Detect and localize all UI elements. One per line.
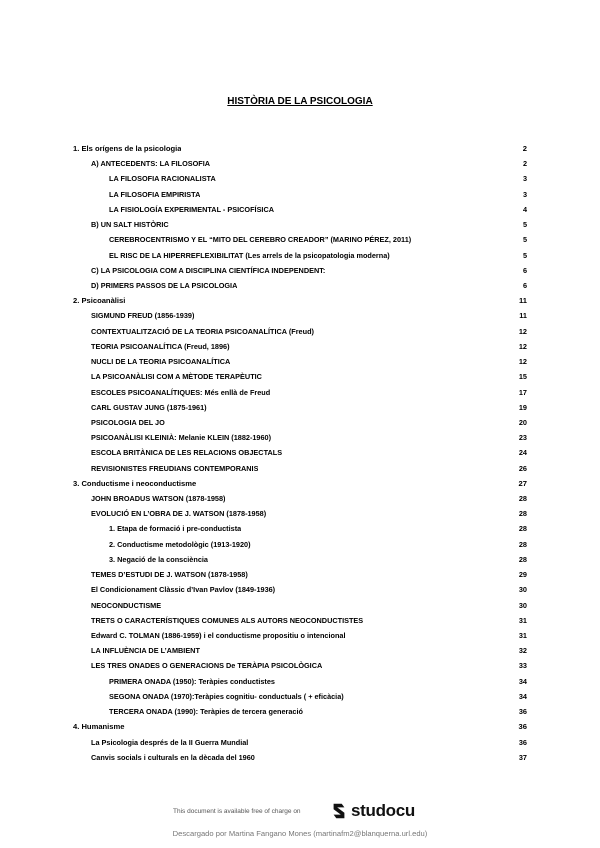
toc-entry-page: 29: [518, 570, 527, 580]
toc-entry[interactable]: [0, 491, 600, 506]
toc-entry-text: EVOLUCIÓ EN L’OBRA DE J. WATSON (1878-1958): [91, 509, 267, 519]
toc-entry-page: 27: [518, 478, 527, 488]
toc-entry[interactable]: [0, 415, 600, 430]
toc-entry-page: 30: [518, 585, 527, 595]
toc-entry[interactable]: [0, 658, 600, 673]
toc-entry[interactable]: [0, 476, 600, 491]
footer-availability-text: This document is available free of charge on: [173, 808, 301, 815]
toc-entry-page: 3: [522, 174, 527, 184]
toc-entry-text: SIGMUND FREUD (1856-1939): [91, 311, 195, 321]
toc-entry-page: 34: [518, 676, 527, 686]
toc-entry-page: 28: [518, 524, 527, 534]
toc-entry[interactable]: [0, 324, 600, 339]
toc-entry[interactable]: [0, 232, 600, 247]
toc-entry-page: 12: [518, 341, 527, 351]
toc-entry-page: 24: [518, 448, 527, 458]
toc-entry[interactable]: [0, 354, 600, 369]
toc-entry-text: 3. Conductisme i neoconductisme: [73, 478, 197, 488]
toc-entry-text: PSICOANÀLISI KLEINIÀ: Melanie KLEIN (1882-1960): [91, 433, 272, 443]
toc-entry-text: CARL GUSTAV JUNG (1875-1961): [91, 402, 207, 412]
toc-entry-text: TEMES D’ESTUDI DE J. WATSON (1878-1958): [91, 570, 248, 580]
toc-entry-text: CONTEXTUALITZACIÓ DE LA TEORIA PSICOANALÍTICA (Freud): [91, 326, 314, 336]
toc-entry-text: PRIMERA ONADA (1950): Teràpies conductistes: [109, 676, 275, 686]
toc-entry-text: D) PRIMERS PASSOS DE LA PSICOLOGIA: [91, 280, 238, 290]
toc-entry[interactable]: [0, 643, 600, 658]
toc-entry-text: LA INFLUÈNCIA DE L’AMBIENT: [91, 646, 200, 656]
toc-entry-text: SEGONA ONADA (1970):Teràpies cognitiu- conductuals ( + eficàcia): [109, 691, 344, 701]
toc-entry[interactable]: [0, 461, 600, 476]
toc-entry-text: 4. Humanisme: [73, 722, 125, 732]
toc-entry-text: REVISIONISTES FREUDIANS CONTEMPORANIS: [91, 463, 259, 473]
toc-entry-text: NEOCONDUCTISME: [91, 600, 162, 610]
toc-entry-page: 23: [518, 433, 527, 443]
toc-entry[interactable]: [0, 537, 600, 552]
footer-download-info: Descargado por Martina Fangano Mones (martinafm2@blanquerna.url.edu): [172, 829, 428, 838]
toc-entry-page: 15: [518, 372, 527, 382]
toc-entry[interactable]: [0, 187, 600, 202]
toc-entry-page: 2: [522, 159, 527, 169]
toc-entry-text: ESCOLA BRITÀNICA DE LES RELACIONS OBJECTALS: [91, 448, 283, 458]
toc-entry[interactable]: [0, 339, 600, 354]
toc-entry[interactable]: [0, 445, 600, 460]
toc-entry[interactable]: [0, 248, 600, 263]
toc-entry[interactable]: [0, 521, 600, 536]
toc-entry[interactable]: [0, 202, 600, 217]
toc-entry-text: LA FILOSOFIA RACIONALISTA: [109, 174, 216, 184]
toc-entry-page: 11: [518, 296, 527, 306]
toc-entry-text: LA PSICOANÀLISI COM A MÈTODE TERAPÈUTIC: [91, 372, 262, 382]
toc-entry[interactable]: [0, 704, 600, 719]
toc-entry[interactable]: [0, 582, 600, 597]
toc-entry-page: 32: [518, 646, 527, 656]
toc-entry-page: 20: [518, 417, 527, 427]
toc-entry-page: 37: [518, 752, 527, 762]
toc-entry[interactable]: [0, 628, 600, 643]
toc-entry[interactable]: [0, 263, 600, 278]
toc-entry-page: 26: [518, 463, 527, 473]
toc-entry-text: LA FILOSOFIA EMPIRISTA: [109, 189, 201, 199]
toc-entry[interactable]: [0, 598, 600, 613]
studocu-logo-icon: [330, 802, 348, 820]
toc-entry[interactable]: [0, 217, 600, 232]
toc-entry-text: JOHN BROADUS WATSON (1878-1958): [91, 494, 226, 504]
toc-entry[interactable]: [0, 735, 600, 750]
toc-entry[interactable]: [0, 719, 600, 734]
toc-entry[interactable]: [0, 689, 600, 704]
document-title: HISTÒRIA DE LA PSICOLOGIA: [227, 96, 373, 107]
toc-entry-text: LA FISIOLOGÍA EXPERIMENTAL - PSICOFÍSICA: [109, 204, 274, 214]
toc-entry-page: 36: [518, 722, 527, 732]
toc-entry[interactable]: [0, 567, 600, 582]
studocu-logo-text: studocu: [351, 801, 416, 820]
toc-entry-page: 36: [518, 707, 527, 717]
toc-entry[interactable]: [0, 385, 600, 400]
toc-entry-page: 2: [522, 144, 527, 153]
toc-entry-text: ESCOLES PSICOANALÍTIQUES: Més enllà de Freud: [91, 387, 271, 397]
toc-entry[interactable]: [0, 308, 600, 323]
toc-entry-text: C) LA PSICOLOGIA COM A DISCIPLINA CIENTÍFICA INDEPENDENT:: [91, 265, 326, 275]
toc-entry-text: 2. Psicoanàlisi: [73, 296, 126, 306]
toc-entry[interactable]: [0, 278, 600, 293]
toc-entry-page: 31: [518, 615, 527, 625]
toc-entry[interactable]: [0, 400, 600, 415]
toc-entry-text: El Condicionament Clàssic d’Ivan Pavlov (1849-1936): [91, 585, 276, 595]
toc-entry-page: 3: [522, 189, 527, 199]
toc-entry[interactable]: [0, 552, 600, 567]
toc-entry-page: 36: [518, 737, 527, 747]
toc-entry[interactable]: [0, 750, 600, 765]
toc-entry[interactable]: [0, 156, 600, 171]
toc-entry-text: PSICOLOGIA DEL JO: [91, 417, 165, 427]
toc-entry-page: 5: [522, 250, 527, 260]
toc-entry-text: 2. Conductisme metodològic (1913-1920): [109, 539, 251, 549]
toc-entry-page: 31: [518, 631, 527, 640]
toc-entry-page: 19: [518, 402, 527, 412]
toc-entry-page: 28: [518, 554, 527, 564]
toc-entry[interactable]: [0, 674, 600, 689]
toc-entry-text: A) ANTECEDENTS: LA FILOSOFIA: [91, 159, 211, 169]
toc-entry-page: 34: [518, 691, 527, 701]
toc-entry-text: TEORIA PSICOANALÍTICA (Freud, 1896): [91, 341, 230, 351]
toc-entry-text: 1. Etapa de formació i pre-conductista: [109, 524, 242, 534]
toc-entry-text: LES TRES ONADES O GENERACIONS De TERÀPIA PSICOLÒGICA: [91, 661, 323, 671]
toc-entry-page: 28: [518, 509, 527, 519]
toc-entry-page: 5: [522, 235, 527, 245]
toc-entry-page: 30: [518, 600, 527, 610]
toc-entry-page: 11: [519, 311, 527, 321]
toc-entry-page: 6: [522, 265, 527, 275]
toc-entry[interactable]: [0, 369, 600, 384]
toc-entry[interactable]: [0, 293, 600, 308]
table-of-contents: [0, 141, 600, 765]
toc-entry-text: EL RISC DE LA HIPERREFLEXIBILITAT (Les arrels de la psicopatologia moderna): [109, 250, 390, 260]
toc-entry-text: 3. Negació de la consciència: [109, 554, 208, 564]
toc-entry[interactable]: [0, 506, 600, 521]
toc-entry-page: 28: [518, 539, 527, 549]
toc-entry-text: NUCLI DE LA TEORIA PSICOANALÍTICA: [91, 357, 231, 367]
toc-entry[interactable]: [0, 430, 600, 445]
toc-entry-text: CEREBROCENTRISMO Y EL “MITO DEL CEREBRO CREADOR” (MARINO PÉREZ, 2011): [109, 235, 412, 245]
toc-entry[interactable]: [0, 613, 600, 628]
toc-entry-page: 6: [522, 280, 527, 290]
toc-entry[interactable]: [0, 171, 600, 186]
toc-entry-text: B) UN SALT HISTÒRIC: [91, 220, 169, 230]
toc-entry[interactable]: [0, 141, 600, 156]
toc-entry-text: Canvis socials i culturals en la dècada del 1960: [91, 752, 255, 762]
toc-entry-text: Edward C. TOLMAN (1886-1959) i el conductisme propositiu o intencional: [91, 631, 346, 640]
toc-entry-page: 28: [518, 494, 527, 504]
toc-entry-page: 33: [518, 661, 527, 671]
toc-entry-text: 1. Els orígens de la psicologia: [73, 144, 182, 153]
toc-entry-page: 12: [518, 326, 527, 336]
toc-entry-page: 12: [518, 357, 527, 367]
toc-entry-text: La Psicologia després de la II Guerra Mundial: [91, 737, 249, 747]
studocu-logo[interactable]: [330, 801, 415, 821]
toc-entry-page: 17: [518, 387, 527, 397]
toc-entry-page: 4: [522, 204, 527, 214]
toc-entry-page: 5: [522, 220, 527, 230]
toc-entry-text: TRETS O CARACTERÍSTIQUES COMUNES ALS AUTORS NEOCONDUCTISTES: [91, 615, 364, 625]
toc-entry-text: TERCERA ONADA (1990): Teràpies de tercera generació: [109, 707, 303, 717]
